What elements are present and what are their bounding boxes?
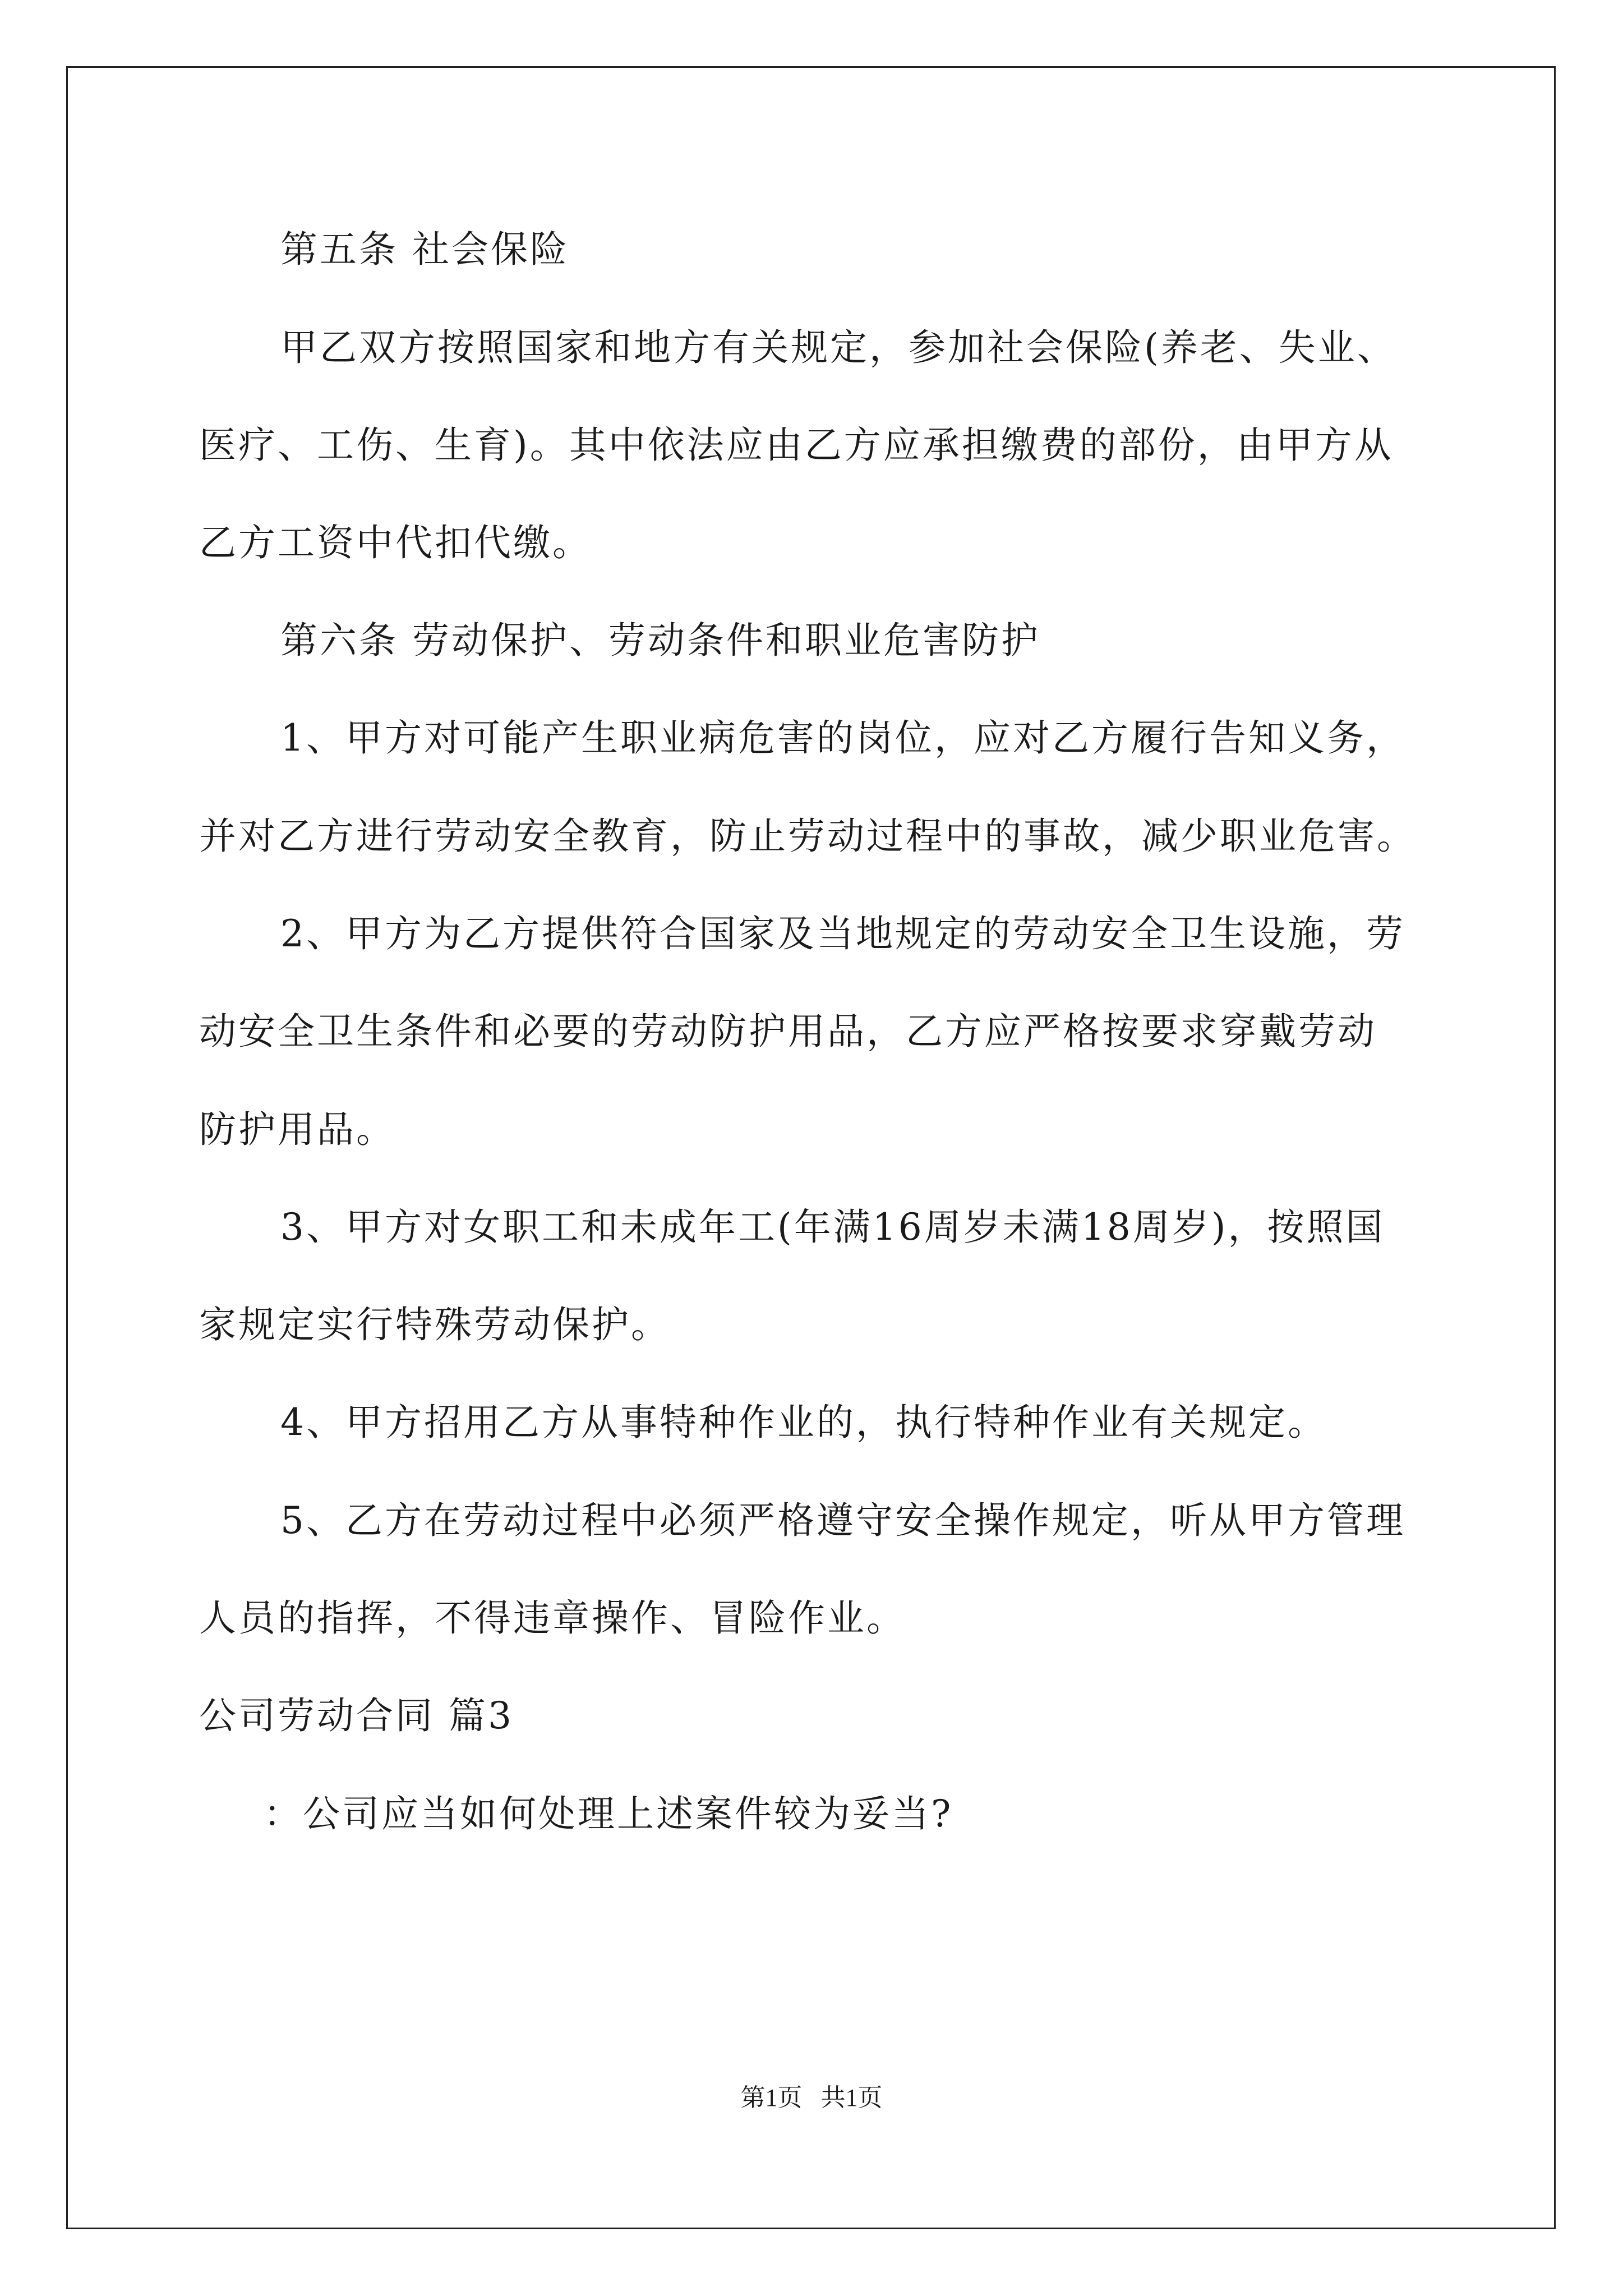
- paragraph-line: 2、甲方为乙方提供符合国家及当地规定的劳动安全卫生设施，劳: [280, 912, 1405, 955]
- section-heading: 公司劳动合同 篇3: [199, 1694, 514, 1737]
- article-6-heading: 第六条 劳动保护、劳动条件和职业危害防护: [280, 619, 1040, 662]
- paragraph-line: 家规定实行特殊劳动保护。: [199, 1303, 670, 1346]
- article-5-heading: 第五条 社会保险: [280, 228, 569, 271]
- paragraph-line: 医疗、工伤、生育)。其中依法应由乙方应承担缴费的部份，由甲方从: [199, 424, 1394, 467]
- page-footer: 第1页 共1页: [740, 2084, 883, 2111]
- paragraph-line: 甲乙双方按照国家和地方有关规定，参加社会保险(养老、失业、: [280, 326, 1396, 369]
- paragraph-line: 乙方工资中代扣代缴。: [199, 521, 592, 564]
- paragraph-line: 1、甲方对可能产生职业病危害的岗位，应对乙方履行告知义务，: [280, 716, 1405, 760]
- paragraph-line: 动安全卫生条件和必要的劳动防护用品，乙方应严格按要求穿戴劳动: [199, 1010, 1377, 1053]
- paragraph-line: 3、甲方对女职工和未成年工(年满16周岁未满18周岁)，按照国: [280, 1205, 1385, 1249]
- paragraph-line: 人员的指挥，不得违章操作、冒险作业。: [199, 1596, 906, 1640]
- paragraph-line: ：公司应当如何处理上述案件较为妥当?: [264, 1792, 953, 1835]
- paragraph-line: 4、甲方招用乙方从事特种作业的，执行特种作业有关规定。: [280, 1401, 1327, 1444]
- paragraph-line: 5、乙方在劳动过程中必须严格遵守安全操作规定，听从甲方管理: [280, 1499, 1405, 1542]
- paragraph-line: 防护用品。: [199, 1108, 395, 1151]
- paragraph-line: 并对乙方进行劳动安全教育，防止劳动过程中的事故，减少职业危害。: [199, 815, 1416, 858]
